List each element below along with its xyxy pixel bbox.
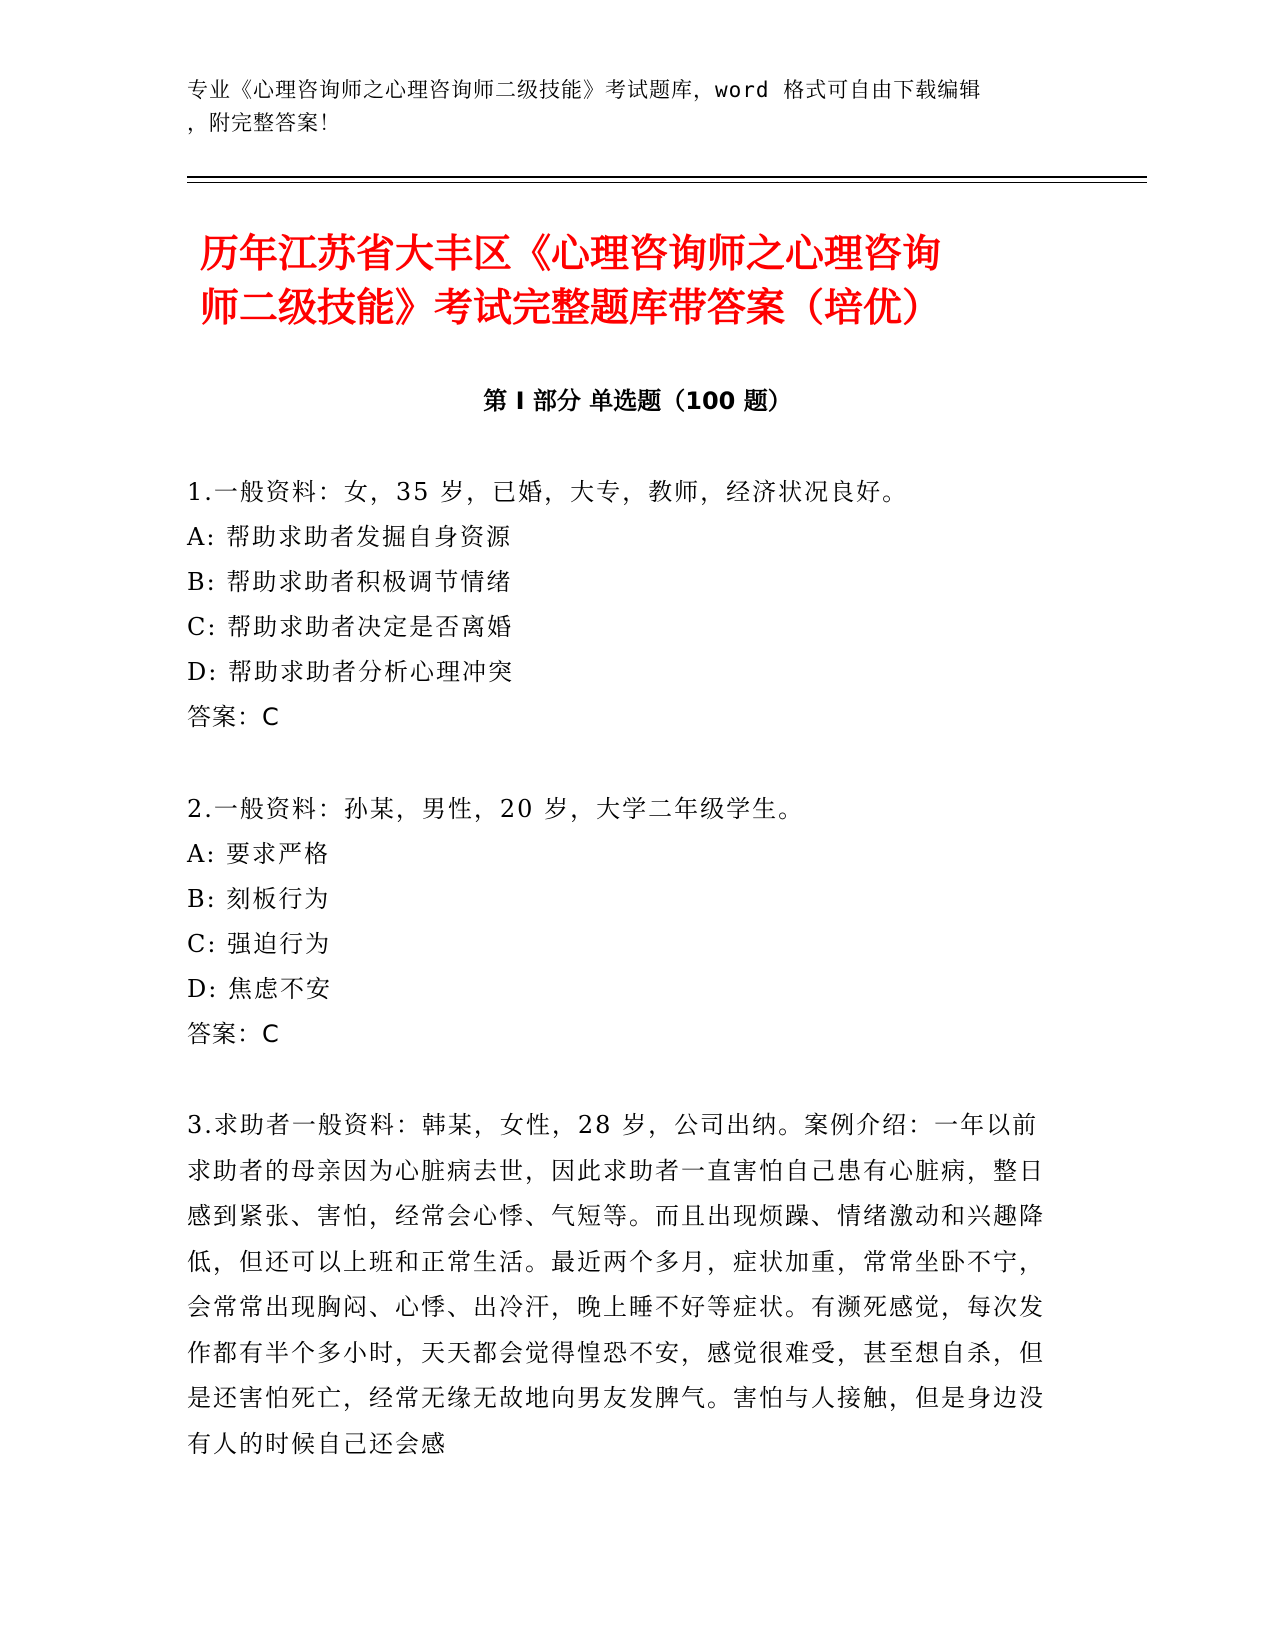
header-rule-thick [187,176,1147,178]
header-note [187,74,1067,140]
document-title [200,228,1080,336]
answer-text: 答案：C [187,703,280,731]
question-stem: 3.求助者一般资料：韩某，女性，28 岁，公司出纳。案例介绍：一年以前求助者的母亲因为心脏病去世，因此求助者一直害怕自己患有心脏病，整日感到紧张、害怕，经常会心悸、气短等。而且出现烦躁、情绪激动和兴趣降低，但还可以上班和正常生活。最近两个多月，症状加重，常常坐卧不宁，会常常出现胸闷、心悸、出冷汗，晚上睡不好等症状。有濒死感觉，每次发作都有半个多小时，天天都会觉得惶恐不安，感觉很难受，甚至想自杀，但是还害怕死亡，经常无缘无故地向男友发脾气。害怕与人接触，但是身边没有人的时候自己还会感 [187,1111,1045,1458]
document-title-line1: 历年江苏省大丰区《心理咨询师之心理咨询 [200,232,942,277]
document-title-line2: 师二级技能》考试完整题库带答案（培优） [200,286,942,331]
question-block [187,470,1067,740]
option-c: C: 帮助求助者决定是否离婚 [187,613,514,641]
question-stem: 1.一般资料：女，35 岁，已婚，大专，教师，经济状况良好。 [187,478,909,506]
section-heading: 第 I 部分 单选题（100 题） [483,387,792,415]
option-c: C: 强迫行为 [187,930,332,958]
header-note-line1: 专业《心理咨询师之心理咨询师二级技能》考试题库，word 格式可自由下载编辑 [187,78,982,102]
option-d: D: 焦虑不安 [187,975,332,1003]
question-stem: 2.一般资料：孙某，男性，20 岁，大学二年级学生。 [187,795,805,823]
header-note-line2: ，附完整答案！ [187,111,341,135]
answer-text: 答案：C [187,1020,280,1048]
header-rule-thin [187,182,1147,183]
option-b: B: 帮助求助者积极调节情绪 [187,568,513,596]
question-block [187,1103,1062,1467]
option-d: D: 帮助求助者分析心理冲突 [187,658,514,686]
option-a: A: 帮助求助者发掘自身资源 [187,523,513,551]
option-a: A: 要求严格 [187,840,331,868]
question-block [187,787,1067,1057]
option-b: B: 刻板行为 [187,885,331,913]
